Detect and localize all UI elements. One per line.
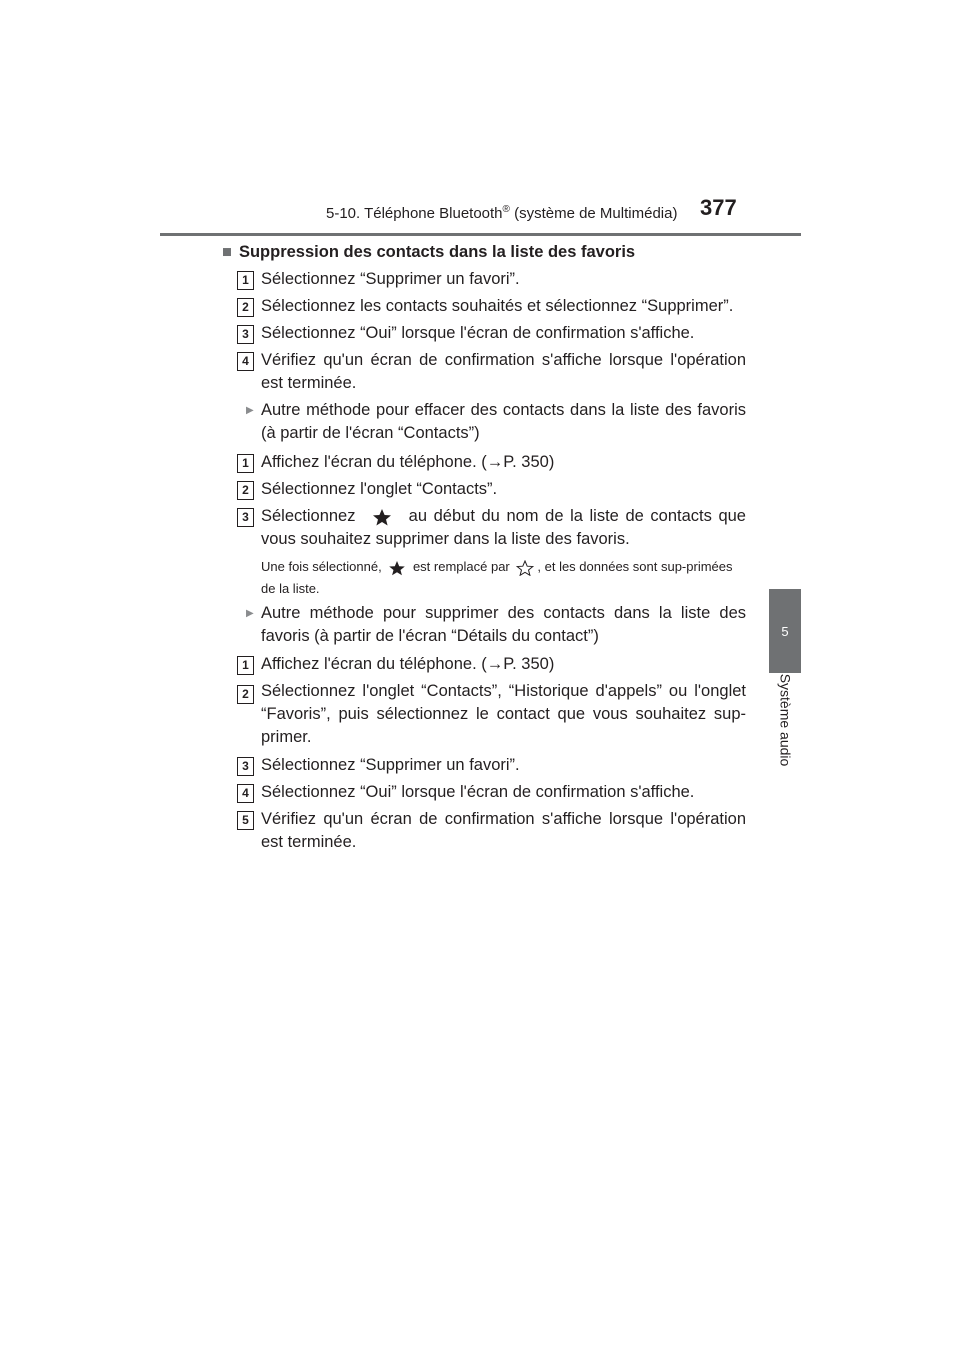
- section-title: [222, 243, 635, 262]
- method-heading: Autre méthode pour effacer des contacts dans la liste des favoris (à partir de l'écran “Contacts”): [261, 401, 746, 442]
- step-text: [261, 505, 746, 551]
- outline-star-icon: [513, 560, 537, 576]
- step-text: Sélectionnez “Supprimer un favori”.: [261, 756, 520, 774]
- note-part3: , et les données sont sup-primées de la liste.: [261, 559, 733, 596]
- header-divider: [160, 233, 801, 236]
- step-number-badge: 3: [237, 325, 254, 344]
- step-number-badge: 4: [237, 352, 254, 371]
- triangle-arrow-icon: ▶: [246, 608, 254, 619]
- chapter-side-label: [745, 673, 825, 767]
- registered-mark: ®: [502, 204, 510, 215]
- step-text: Vérifiez qu'un écran de confirmation s'affiche lorsque l'opération est terminée.: [261, 351, 746, 392]
- triangle-arrow-icon: ▶: [246, 405, 254, 416]
- step-text-after: au début du nom de la liste de contacts que vous souhaitez supprimer dans la liste des favoris.: [261, 507, 746, 548]
- step-text-before: Sélectionnez: [261, 507, 356, 525]
- step-text: Sélectionnez l'onglet “Contacts”, “Historique d'appels” ou l'onglet “Favoris”, puis sélectionnez le contact que vous souhaitez sup-primer.: [261, 682, 746, 746]
- step-number-badge: 2: [237, 685, 254, 704]
- square-bullet-icon: ■: [222, 243, 232, 261]
- step-text: Sélectionnez “Oui” lorsque l'écran de confirmation s'affiche.: [261, 324, 695, 342]
- page-number: 377: [700, 195, 737, 220]
- step-text: Sélectionnez “Supprimer un favori”.: [261, 270, 520, 288]
- step-number-badge: 2: [237, 481, 254, 500]
- filled-star-icon: [385, 560, 409, 576]
- step-text: Vérifiez qu'un écran de confirmation s'affiche lorsque l'opération est terminée.: [261, 810, 746, 851]
- note-part2: est remplacé par: [412, 559, 510, 574]
- step-number-badge: 1: [237, 454, 254, 473]
- step-number-badge: 3: [237, 757, 254, 776]
- method-heading: Autre méthode pour supprimer des contacts dans la liste des favoris (à partir de l'écran “Détails du contact”): [261, 604, 746, 645]
- step-number-badge: 5: [237, 811, 254, 830]
- step-number-badge: 3: [237, 508, 254, 527]
- step-number-badge: 1: [237, 271, 254, 290]
- step-number-badge: 1: [237, 656, 254, 675]
- chapter-number: 5: [781, 623, 789, 639]
- running-header: [326, 204, 677, 222]
- header-title-prefix: 5-10. Téléphone Bluetooth: [326, 205, 503, 222]
- note-part1: Une fois sélectionné,: [261, 559, 382, 574]
- step-number-badge: 2: [237, 298, 254, 317]
- step-text: Sélectionnez les contacts souhaités et sélectionnez “Supprimer”.: [261, 297, 734, 315]
- chapter-label: Système audio: [777, 673, 794, 767]
- header-title-suffix: (système de Multimédia): [509, 205, 678, 222]
- section-title-text: Suppression des contacts dans la liste des favoris: [238, 243, 636, 261]
- step-text: Sélectionnez l'onglet “Contacts”.: [261, 480, 498, 498]
- step-number-badge: 4: [237, 784, 254, 803]
- chapter-tab: [769, 589, 801, 673]
- step-note: [261, 556, 746, 600]
- step-text: Sélectionnez “Oui” lorsque l'écran de confirmation s'affiche.: [261, 783, 695, 801]
- step-text: Affichez l'écran du téléphone. (→P. 350): [261, 655, 555, 673]
- step-text: Affichez l'écran du téléphone. (→P. 350): [261, 453, 555, 471]
- filled-star-icon: [362, 508, 402, 526]
